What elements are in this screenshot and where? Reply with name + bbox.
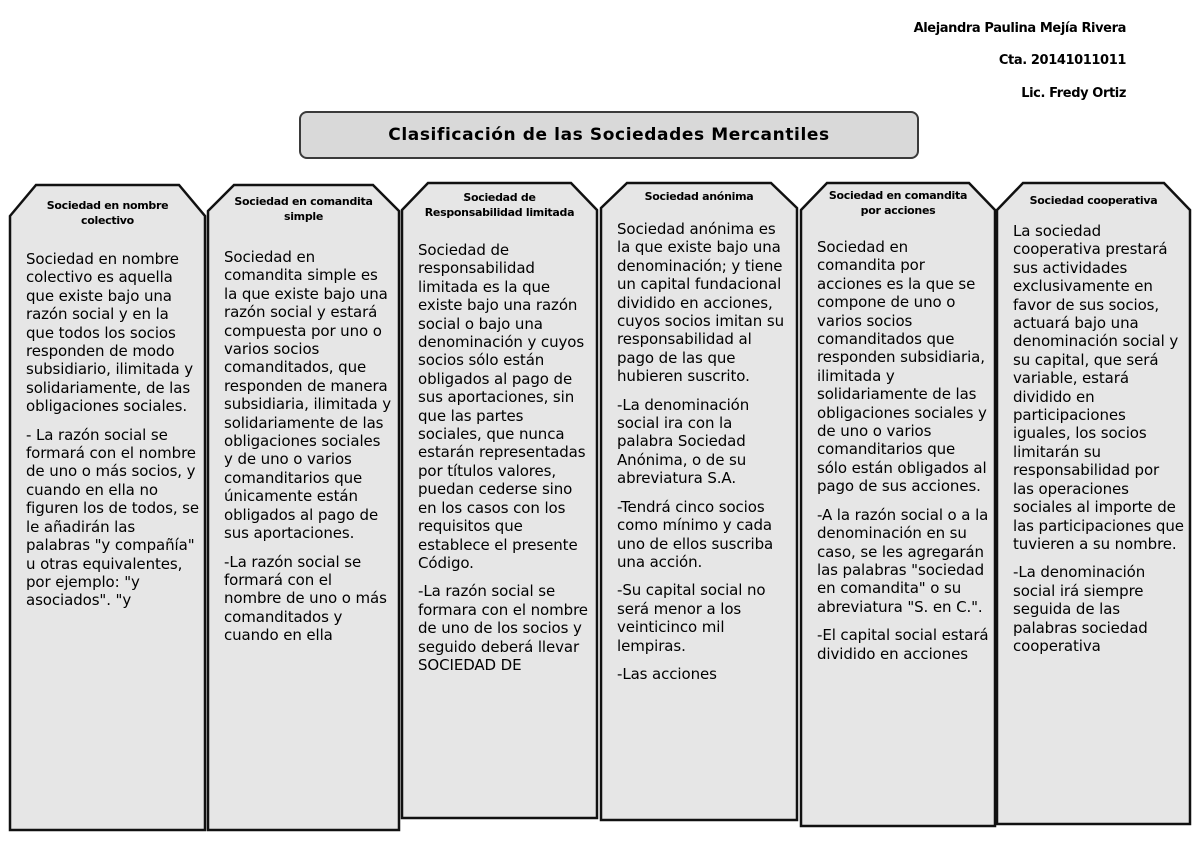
column-body-4 bbox=[617, 220, 791, 808]
column-paragraph: - La razón social se formará con el nombre de uno o más socios, y cuando en ella no figuren los de todos, se le añadirán las palabras "y compañía" u otras equivalentes, por ejemplo: "y asociados". "y bbox=[26, 425, 199, 610]
column-heading-4: Sociedad anónima bbox=[644, 190, 754, 203]
professor-name: Lic. Fredy Ortiz bbox=[1021, 86, 1126, 101]
column-paragraph: -Tendrá cinco socios como mínimo y cada uno de ellos suscriba una acción. bbox=[617, 497, 774, 571]
column-heading-3: Sociedad de Responsabilidad limitada bbox=[424, 191, 575, 219]
column-body-3 bbox=[418, 241, 591, 806]
author-name: Alejandra Paulina Mejía Rivera bbox=[913, 21, 1126, 36]
column-paragraph: -La razón social se formará con el nombre de uno o más comanditados y cuando en ella bbox=[224, 552, 387, 645]
column-paragraph: -Su capital social no será menor a los veinticinco mil lempiras. bbox=[617, 581, 766, 655]
column-body-1 bbox=[26, 250, 199, 818]
page-title-text: Clasificación de las Sociedades Mercantiles bbox=[388, 125, 830, 145]
column-paragraph: -A la razón social o a la denominación en su caso, se les agregarán las palabras "sociedad en comandita" o su abreviatura "S. en C.". bbox=[817, 505, 989, 616]
column-heading-5: Sociedad en comandita por acciones bbox=[828, 189, 968, 217]
column-body-2 bbox=[224, 248, 393, 818]
account-number: Cta. 20141011011 bbox=[998, 53, 1126, 68]
column-heading-1: Sociedad en nombre colectivo bbox=[46, 199, 169, 227]
column-paragraph: Sociedad en comandita por acciones es la que se compone de uno o varios socios comanditados que responden subsidiaria, ilimitada y solidariamente de las obligaciones sociales y de uno o varios comanditarios que sólo están obligados al pago de sus acciones. bbox=[817, 238, 987, 496]
column-paragraph: Sociedad en nombre colectivo es aquella que existe bajo una razón social y en la que todos los socios responden de modo subsidiario, ilimitada y solidariamente, de las obligaciones sociales. bbox=[26, 250, 194, 416]
column-heading-6: Sociedad cooperativa bbox=[1029, 194, 1158, 207]
column-body-6 bbox=[1013, 222, 1184, 812]
column-paragraph: La sociedad cooperativa prestará sus actividades exclusivamente en favor de sus socios, actuará bajo una denominación social y su capital, que será variable, estará dividido en participaciones iguales, los socios limitarán su responsabilidad por las operaciones sociales al importe de las participaciones que tuvieren a su nombre. bbox=[1013, 222, 1184, 553]
column-heading-2: Sociedad en comandita simple bbox=[234, 195, 373, 223]
column-paragraph: -Las acciones bbox=[617, 664, 717, 683]
column-paragraph: -El capital social estará dividido en acciones bbox=[817, 626, 989, 663]
column-paragraph: -La denominación social irá siempre seguida de las palabras sociedad cooperativa bbox=[1013, 563, 1148, 655]
column-paragraph: Sociedad anónima es la que existe bajo una denominación; y tiene un capital fundacional dividido en acciones, cuyos socios imitan su responsabilidad al pago de las que hubieren suscrito. bbox=[617, 220, 784, 386]
column-paragraph: -La denominación social ira con la palabra Sociedad Anónima, o de su abreviatura S.A. bbox=[617, 395, 750, 488]
column-paragraph: Sociedad en comandita simple es la que existe bajo una razón social y estará compuesta por uno o varios socios comanditados, que responden de manera subsidiaria, ilimitada y solidariamente de las obligaciones sociales y de uno o varios comanditarios que únicamente están obligados al pago de sus aportaciones. bbox=[224, 248, 392, 543]
column-paragraph: -La razón social se formara con el nombre de uno de los socios y seguido deberá llevar SOCIEDAD DE bbox=[418, 582, 588, 674]
column-body-5 bbox=[817, 238, 989, 814]
column-paragraph: Sociedad de responsabilidad limitada es la que existe bajo una razón social o bajo una denominación y cuyos socios sólo están obligados al pago de sus aportaciones, sin que las partes sociales, que nunca estarán representadas por títulos valores, puedan cederse sino en los casos con los requisitos que establece el presente Código. bbox=[418, 241, 586, 572]
